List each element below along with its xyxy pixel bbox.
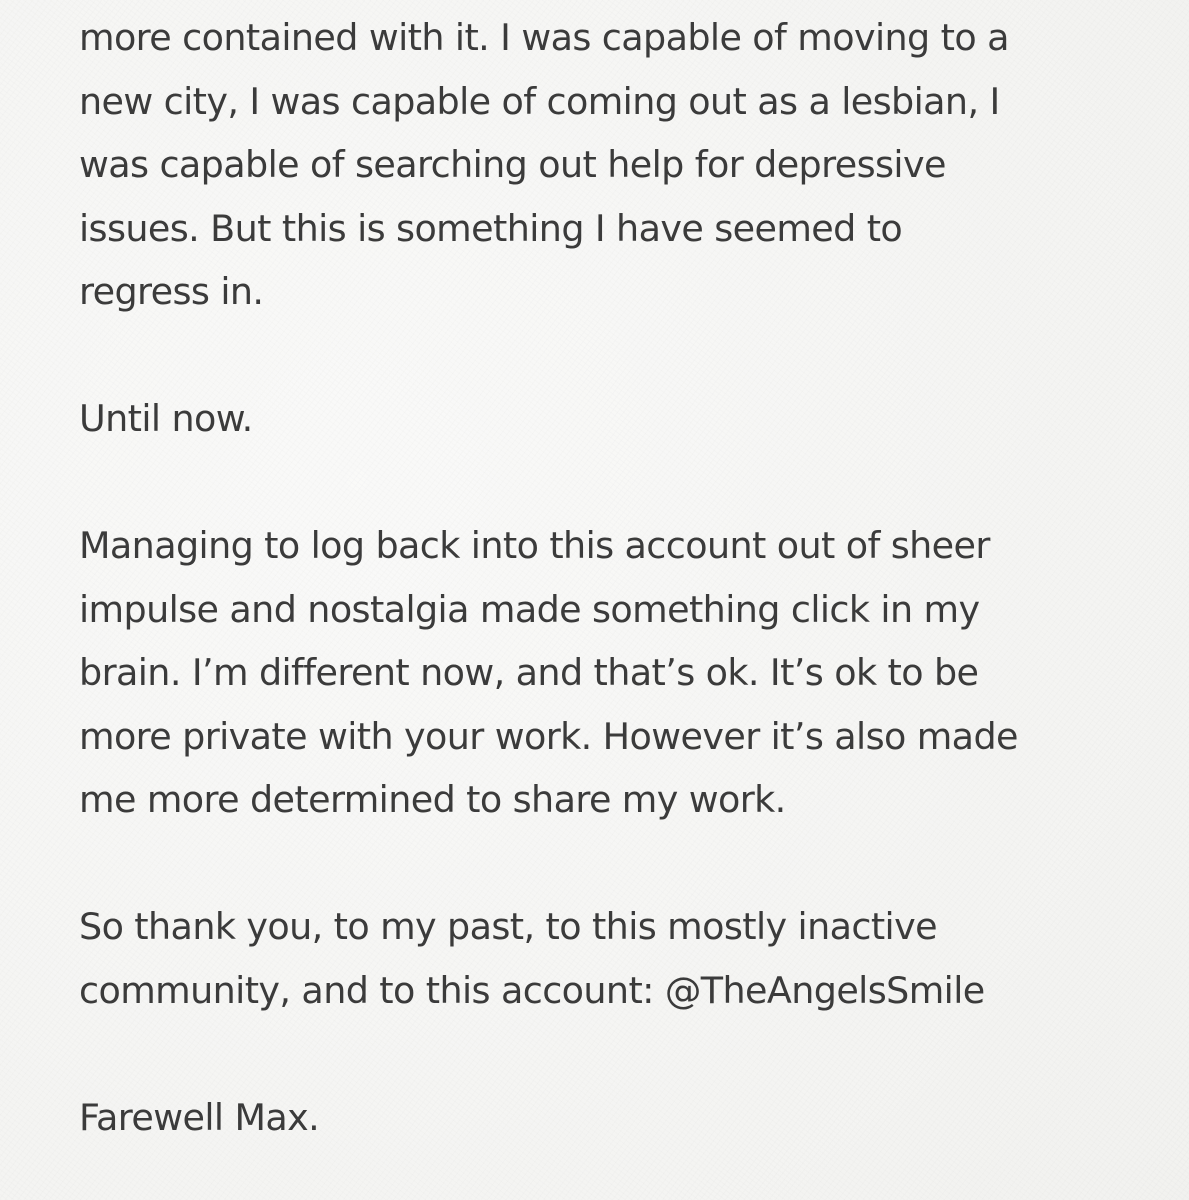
- note-line: Until now.: [79, 397, 253, 440]
- note-line: So thank you, to my past, to this mostly inactive: [79, 905, 937, 948]
- note-line: was capable of searching out help for depressive: [79, 143, 946, 186]
- note-line: more contained with it. I was capable of moving to a: [79, 16, 1009, 59]
- paragraph-break: [79, 832, 1139, 896]
- paragraph-break: [79, 324, 1139, 388]
- paragraph-break: [79, 451, 1139, 515]
- note-line: regress in.: [79, 270, 264, 313]
- note-line: Managing to log back into this account out of sheer: [79, 524, 990, 567]
- note-body[interactable]: [79, 6, 1139, 1149]
- paragraph-break: [79, 1022, 1139, 1086]
- note-line: brain. I’m different now, and that’s ok. It’s ok to be: [79, 651, 979, 694]
- note-line: issues. But this is something I have seemed to: [79, 206, 903, 250]
- note-line: Farewell Max.: [79, 1095, 320, 1139]
- note-line: more private with your work. However it’s also made: [79, 714, 1018, 758]
- note-line: new city, I was capable of coming out as a lesbian, I: [79, 79, 1000, 123]
- note-line: community, and to this account: @TheAngelsSmile: [79, 968, 985, 1012]
- note-line: me more determined to share my work.: [79, 778, 786, 821]
- note-line: impulse and nostalgia made something click in my: [79, 587, 980, 631]
